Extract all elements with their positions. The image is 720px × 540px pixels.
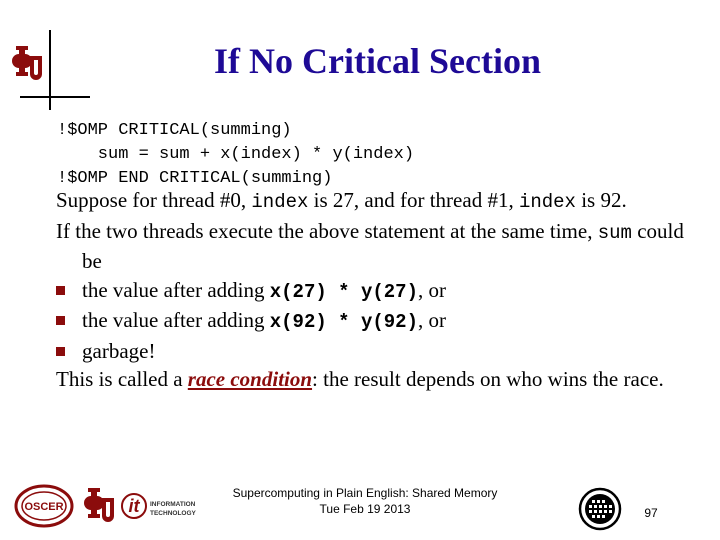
code-expression: x(27) * y(27) [269,280,418,303]
it-logo-text: it [128,496,140,516]
text-run: garbage! [82,338,156,363]
it-logo-subtext: TECHNOLOGY [150,510,196,517]
bullet-square-icon [56,316,65,325]
it-logo-subtext: INFORMATION [150,501,196,508]
bullet-item [56,337,696,366]
code-sum: sum [597,221,632,244]
text-run: is 27, and for thread #1, [308,188,519,212]
text-run: : the result depends on who wins the race. [312,367,664,391]
code-index: index [518,191,576,213]
code-line: !$OMP END CRITICAL(summing) [57,169,333,188]
paragraph-race [56,365,696,394]
footer-date: Tue Feb 19 2013 [319,502,411,516]
text-run: Suppose for thread #0, [56,188,252,212]
code-block [57,119,414,191]
ou-logo-icon [12,44,46,84]
circular-emblem-icon [575,487,625,531]
code-index: index [251,191,309,213]
text-run: is 92. [575,188,627,212]
text-run: the value after adding [82,277,270,302]
bullet-item [56,276,696,307]
code-line: !$OMP CRITICAL(summing) [57,121,292,140]
text-run: , or [417,308,446,332]
ou-footer-logo-icon [84,485,118,527]
page-number: 97 [644,506,658,520]
text-run: This is called a [56,367,188,391]
paragraph-threads [56,186,696,217]
bullet-square-icon [56,286,65,295]
code-line: sum = sum + x(index) * y(index) [57,145,415,164]
bullet-item [56,306,696,337]
footer [205,485,525,517]
text-run: , or [417,277,446,302]
bullet-square-icon [56,347,65,356]
race-condition-term: race condition [187,367,313,391]
slide-body [56,186,696,394]
paragraph-same-time [56,217,696,276]
oscer-logo-icon [14,484,74,528]
text-run: If the two threads execute the above statement at the same time, [56,218,598,243]
text-run: could be [82,218,684,273]
information-technology-logo-icon [120,486,202,526]
code-expression: x(92) * y(92) [269,311,418,333]
slide-title: If No Critical Section [214,41,541,81]
oscer-logo-text: OSCER [24,501,64,513]
header-vertical-rule [49,30,51,110]
header-horizontal-rule [20,96,90,98]
text-run: the value after adding [82,308,270,332]
footer-course-title: Supercomputing in Plain English: Shared Memory [232,486,498,500]
